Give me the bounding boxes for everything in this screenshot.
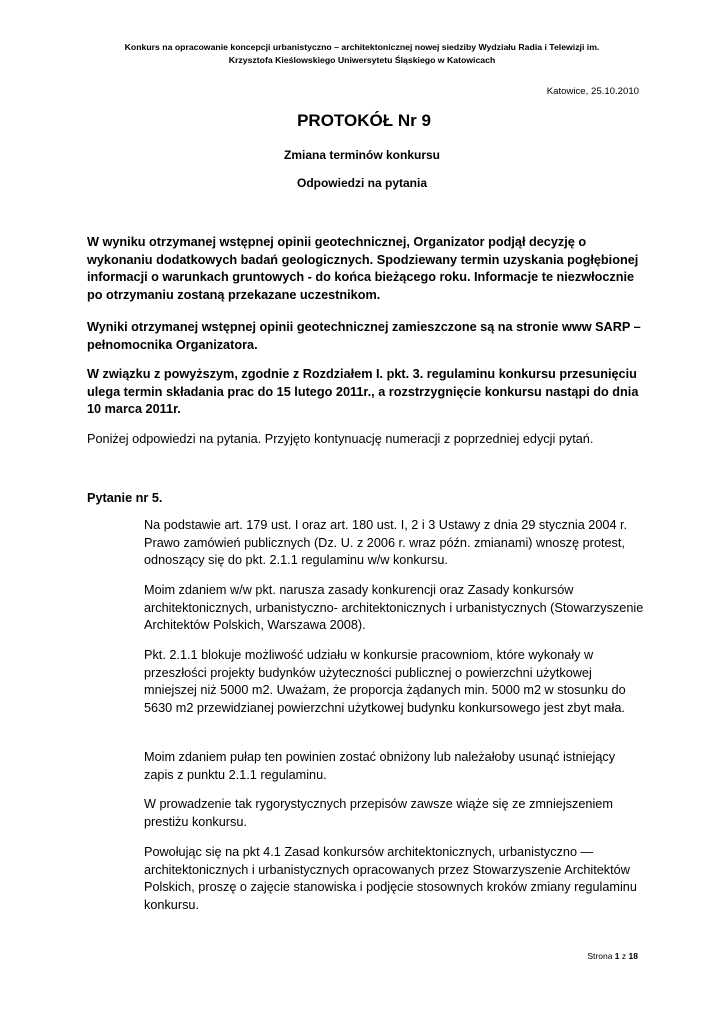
intro-paragraph-geotechnical: W wyniku otrzymanej wstępnej opinii geotechnicznej, Organizator podjął decyzję o wykonaniu dodatkowych badań geologicznych. Spodziewany termin uzyskania pogłębionej informacji o warunkach gruntowych - do końca bieżącego roku. Informacje te niezwłocznie po otrzymaniu zostaną przekazane uczestnikom. xyxy=(87,235,639,303)
subtitle-schedule-change: Zmiana terminów konkursu xyxy=(283,148,441,162)
question-paragraph: Moim zdaniem w/w pkt. narusza zasady konkurencji oraz Zasady konkursów architektonicznych, urbanistyczno- architektonicznych i urbanistycznych (Stowarzyszenie Architektów Polskich, Warszawa 2008). xyxy=(144,583,644,633)
question-heading: Pytanie nr 5. xyxy=(87,491,163,505)
protocol-title: PROTOKÓŁ Nr 9 xyxy=(297,111,431,130)
total-pages: 18 xyxy=(628,951,638,961)
subtitle-answers: Odpowiedzi na pytania xyxy=(296,176,427,190)
header-line-2: Krzysztofa Kieślowskiego Uniwersytetu Śląskiego w Katowicach xyxy=(228,55,496,65)
question-paragraph: Na podstawie art. 179 ust. I oraz art. 180 ust. I, 2 i 3 Ustawy z dnia 29 stycznia 2004 r. Prawo zamówień publicznych (Dz. U. z 2006 r. wraz późn. zmianami) wnoszę protest, odnoszący się do pkt. 2.1.1 regulaminu w/w konkursu. xyxy=(144,518,628,568)
document-header xyxy=(60,41,664,67)
header-line-1: Konkurs na opracowanie koncepcji urbanistyczno – architektonicznej nowej siedziby Wydziału Radia i Telewizji im. xyxy=(124,42,600,52)
question-paragraph: Moim zdaniem pułap ten powinien zostać obniżony lub należałoby usunąć istniejący zapis z punktu 2.1.1 regulaminu. xyxy=(144,750,616,782)
answers-note: Poniżej odpowiedzi na pytania. Przyjęto kontynuację numeracji z poprzedniej edycji pytań. xyxy=(87,432,594,446)
intro-paragraph-deadlines: W związku z powyższym, zgodnie z Rozdziałem I. pkt. 3. regulaminu konkursu przesunięciu ulega termin składania prac do 15 lutego 2011r., a rozstrzygnięcie konkursu nastąpi do dnia 10 marca 2011r. xyxy=(87,367,639,417)
page-number xyxy=(587,951,638,961)
question-paragraph: Pkt. 2.1.1 blokuje możliwość udziału w konkursie pracowniom, które wykonały w przeszłości projekty budynków użyteczności publicznej o powierzchni użytkowej mniejszej niż 5000 m2. Uważam, że proporcja żądanych min. 5000 m2 w stosunku do 5630 m2 przewidzianej powierzchni użytkowej budynku konkursowego jest zbyt mała. xyxy=(144,648,626,716)
page-of: z xyxy=(621,951,627,961)
question-paragraph: Powołując się na pkt 4.1 Zasad konkursów architektonicznych, urbanistyczno — architektonicznych i urbanistycznych opracowanych przez Stowarzyszenie Architektów Polskich, proszę o zajęcie stanowiska i podjęcie stosownych kroków zmiany regulaminu konkursu. xyxy=(144,845,637,913)
current-page: 1 xyxy=(614,951,620,961)
document-date: Katowice, 25.10.2010 xyxy=(546,86,639,97)
question-paragraph: W prowadzenie tak rygorystycznych przepisów zawsze wiąże się ze zmniejszeniem prestiżu konkursu. xyxy=(144,797,613,829)
page-label: Strona xyxy=(587,951,613,961)
intro-paragraph-sarp: Wyniki otrzymanej wstępnej opinii geotechnicznej zamieszczone są na stronie www SARP – pełnomocnika Organizatora. xyxy=(87,320,641,352)
